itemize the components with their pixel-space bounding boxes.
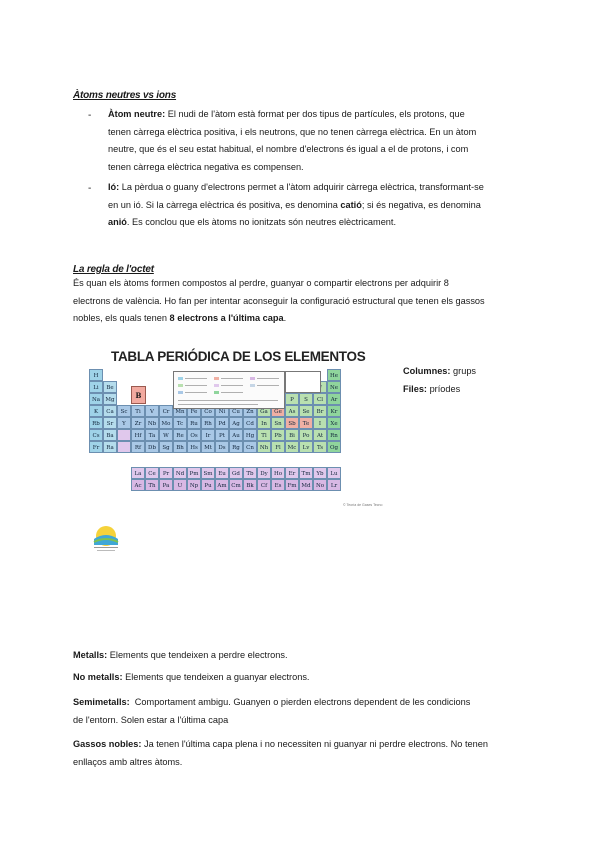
element-cell: Sb — [285, 417, 299, 429]
legend-line — [185, 378, 207, 379]
legend-swatch — [214, 377, 219, 380]
paragraph-octet — [73, 275, 528, 328]
element-cell: Y — [117, 417, 131, 429]
legend-swatch — [178, 384, 183, 387]
legend-line — [257, 378, 279, 379]
term-neutral-atom: Àtom neutre: — [108, 109, 166, 119]
label-rows: Files: — [403, 384, 427, 394]
side-note-columns — [403, 366, 476, 376]
element-cell: Ca — [103, 405, 117, 417]
element-cell: Cr — [159, 405, 173, 417]
value-rows: príodes — [429, 384, 461, 394]
legend-line — [221, 385, 243, 386]
definition-text: enllaços amb altres àtoms. — [73, 756, 183, 767]
text-line: . Es conclou que els àtoms no ionitzats són neutres elèctricament. — [126, 217, 397, 228]
term-ion: Ió: — [108, 182, 120, 192]
legend-line — [257, 385, 279, 386]
element-cell: Ar — [327, 393, 341, 405]
key-element-boron: B — [131, 386, 146, 404]
element-cell: Mt — [201, 441, 215, 453]
element-cell: Be — [103, 381, 117, 393]
heading-atoms-ions: Àtoms neutres vs ions — [73, 90, 177, 101]
element-cell: Sr — [103, 417, 117, 429]
actinide-cell: Am — [215, 479, 229, 491]
lanthanide-cell: Eu — [215, 467, 229, 479]
actinide-cell: Th — [145, 479, 159, 491]
actinide-cell: Pu — [201, 479, 215, 491]
element-cell: Ds — [215, 441, 229, 453]
legend-swatch — [250, 377, 255, 380]
actinide-cell: U — [173, 479, 187, 491]
element-cell: Xe — [327, 417, 341, 429]
text-line: tenen càrrega elèctrica negativa es compensen. — [108, 161, 304, 172]
element-cell: Bh — [173, 441, 187, 453]
heading-octet-rule: La regla de l'octet — [73, 264, 154, 275]
element-cell: Au — [229, 429, 243, 441]
actinide-cell: Cf — [257, 479, 271, 491]
element-cell: Bi — [285, 429, 299, 441]
text-line: neutre, que és el seu estat habitual, el nombre d'electrons és igual a el de protons, i com — [108, 144, 469, 155]
element-cell: Ts — [313, 441, 327, 453]
lanthanide-cell: Yb — [313, 467, 327, 479]
element-cell: Hs — [187, 441, 201, 453]
element-cell: Fr — [89, 441, 103, 453]
element-cell: Nb — [145, 417, 159, 429]
element-cell: Na — [89, 393, 103, 405]
actinide-cell: Fm — [285, 479, 299, 491]
element-cell: Cs — [89, 429, 103, 441]
element-cell: He — [327, 369, 341, 381]
lanthanide-cell: Pr — [159, 467, 173, 479]
element-cell: Cu — [229, 405, 243, 417]
element-cell: Sn — [271, 417, 285, 429]
element-cell: Cd — [243, 417, 257, 429]
text-line: La pèrdua o guany d'electrons permet a l'àtom adquirir càrrega elèctrica, transformant-se — [121, 182, 484, 192]
definition-text: Elements que tendeixen a guanyar electrons. — [125, 672, 310, 682]
element-cell: Rb — [89, 417, 103, 429]
text-line: en un ió. Si la càrrega elèctrica és positiva, es denomina — [108, 199, 338, 210]
periodic-table-legend — [173, 371, 285, 409]
legend-swatch — [214, 391, 219, 394]
paragraph-neutral-atom — [108, 106, 528, 176]
legend-line — [221, 392, 243, 393]
element-cell: Nh — [257, 441, 271, 453]
text-line: electrons de valència. Ho fan per intentar aconseguir la configuració estructural que tenen els gassos — [73, 295, 485, 306]
element-cell: Og — [327, 441, 341, 453]
term-noble-gases: Gassos nobles: — [73, 739, 142, 749]
text-line: tenen càrrega elèctrica positiva, i els neutrons, que no tenen càrrega elèctrica. En un àtom — [108, 126, 477, 137]
legend-swatch — [250, 384, 255, 387]
element-cell: Sg — [159, 441, 173, 453]
label-columns: Columnes: — [403, 366, 451, 376]
term-nonmetals: No metalls: — [73, 672, 123, 682]
element-cell: P — [285, 393, 299, 405]
element-cell: Tl — [257, 429, 271, 441]
lanthanide-cell: Pm — [187, 467, 201, 479]
periodic-table-image — [71, 347, 389, 560]
legend-swatch — [214, 384, 219, 387]
element-cell: In — [257, 417, 271, 429]
element-cell: Pt — [215, 429, 229, 441]
element-cell: Ne — [327, 381, 341, 393]
text-line: . — [283, 313, 287, 324]
element-cell: Sc — [117, 405, 131, 417]
term-anion: anió — [108, 217, 127, 228]
legend-line — [178, 404, 258, 405]
element-cell: S — [299, 393, 313, 405]
actinide-cell: Bk — [243, 479, 257, 491]
element-cell: V — [145, 405, 159, 417]
element-cell: Mg — [103, 393, 117, 405]
actinide-cell: Md — [299, 479, 313, 491]
element-cell: Tc — [173, 417, 187, 429]
text-line: El nudi de l'àtom està format per dos tipus de partícules, els protons, que — [167, 109, 465, 119]
lanthanide-cell: Er — [285, 467, 299, 479]
legend-line — [221, 378, 243, 379]
text-line: És quan els àtoms formen compostos al perdre, guanyar o compartir electrons per adquirir 8 — [73, 278, 449, 288]
element-cell: Pd — [215, 417, 229, 429]
legend-swatch — [178, 391, 183, 394]
element-cell: Se — [299, 405, 313, 417]
term-cation: catió — [340, 199, 362, 210]
element-cell: Ag — [229, 417, 243, 429]
element-cell: Pb — [271, 429, 285, 441]
periodic-table-key-box — [285, 371, 321, 393]
element-cell: Rn — [327, 429, 341, 441]
element-cell: Ru — [187, 417, 201, 429]
element-cell: Re — [173, 429, 187, 441]
element-cell: Ra — [103, 441, 117, 453]
side-note-rows — [403, 384, 460, 394]
element-cell: W — [159, 429, 173, 441]
element-cell: Fl — [271, 441, 285, 453]
lanthanide-cell: Nd — [173, 467, 187, 479]
bullet-dash: - — [88, 183, 92, 194]
element-cell: Kr — [327, 405, 341, 417]
element-cell: Li — [89, 381, 103, 393]
element-cell: Ti — [131, 405, 145, 417]
periodic-table-title: TABLA PERIÓDICA DE LOS ELEMENTOS — [111, 349, 366, 364]
element-cell: Br — [313, 405, 327, 417]
element-cell — [117, 429, 131, 441]
actinide-cell: Cm — [229, 479, 243, 491]
periodic-table-footnote: © Teoría de Gases Tecno — [343, 503, 383, 507]
term-metals: Metalls: — [73, 650, 108, 660]
element-cell: Cl — [313, 393, 327, 405]
element-cell: Rf — [131, 441, 145, 453]
element-cell: Rg — [229, 441, 243, 453]
definition-nonmetals — [73, 669, 309, 687]
element-cell: Zn — [243, 405, 257, 417]
actinide-cell: Ac — [131, 479, 145, 491]
actinide-cell: Es — [271, 479, 285, 491]
element-cell: Ba — [103, 429, 117, 441]
lanthanide-cell: Ho — [271, 467, 285, 479]
bullet-dash: - — [88, 110, 92, 121]
element-cell: K — [89, 405, 103, 417]
legend-line — [185, 392, 207, 393]
element-cell: As — [285, 405, 299, 417]
text-line: nobles, els quals tenen — [73, 313, 167, 324]
legend-line — [178, 400, 278, 401]
element-cell: I — [313, 417, 327, 429]
element-cell: Mc — [285, 441, 299, 453]
element-cell: Ir — [201, 429, 215, 441]
element-cell: Hg — [243, 429, 257, 441]
element-cell: Te — [299, 417, 313, 429]
actinide-cell: Np — [187, 479, 201, 491]
element-cell: Ni — [215, 405, 229, 417]
definition-metals — [73, 647, 288, 665]
actinide-cell: Lr — [327, 479, 341, 491]
element-cell: Lv — [299, 441, 313, 453]
definition-text: Comportament ambigu. Guanyen o pierden electrons dependent de les condicions — [134, 697, 471, 707]
definition-noble-gases — [73, 736, 528, 771]
element-cell: Os — [187, 429, 201, 441]
element-cell: H — [89, 369, 103, 381]
emphasis-eight-electrons: 8 electrons a l'última capa — [169, 313, 284, 324]
legend-line — [185, 385, 207, 386]
element-cell: Db — [145, 441, 159, 453]
element-cell: Mo — [159, 417, 173, 429]
lanthanide-cell: Dy — [257, 467, 271, 479]
term-semimetals: Semimetalls: — [73, 697, 130, 707]
element-cell — [117, 441, 131, 453]
definition-text: Ja tenen l'última capa plena i no necessiten ni guanyar ni perdre electrons. No tenen — [143, 739, 488, 749]
element-cell: Po — [299, 429, 313, 441]
element-cell: Cn — [243, 441, 257, 453]
element-cell: Mn — [173, 405, 187, 417]
lanthanide-cell: Tm — [299, 467, 313, 479]
actinide-cell: Pa — [159, 479, 173, 491]
lanthanide-cell: Gd — [229, 467, 243, 479]
definition-text: de l'entorn. Solen estar a l'última capa — [73, 714, 229, 725]
legend-swatch — [178, 377, 183, 380]
element-cell: Rh — [201, 417, 215, 429]
element-cell: At — [313, 429, 327, 441]
actinide-cell: No — [313, 479, 327, 491]
lanthanide-cell: Sm — [201, 467, 215, 479]
publisher-logo-icon — [89, 523, 123, 553]
lanthanide-cell: Ce — [145, 467, 159, 479]
element-cell: Ga — [257, 405, 271, 417]
paragraph-ion — [108, 179, 528, 232]
element-cell: Ta — [145, 429, 159, 441]
lanthanide-cell: Lu — [327, 467, 341, 479]
element-cell: Ge — [271, 405, 285, 417]
value-columns: grups — [453, 366, 477, 376]
element-cell: Fe — [187, 405, 201, 417]
definition-semimetals — [73, 694, 528, 729]
lanthanide-cell: La — [131, 467, 145, 479]
element-cell: Hf — [131, 429, 145, 441]
element-cell: Co — [201, 405, 215, 417]
lanthanide-cell: Tb — [243, 467, 257, 479]
definition-text: Elements que tendeixen a perdre electrons. — [109, 650, 288, 660]
text-line: ; si és negativa, es denomina — [361, 199, 481, 210]
element-cell: Zr — [131, 417, 145, 429]
